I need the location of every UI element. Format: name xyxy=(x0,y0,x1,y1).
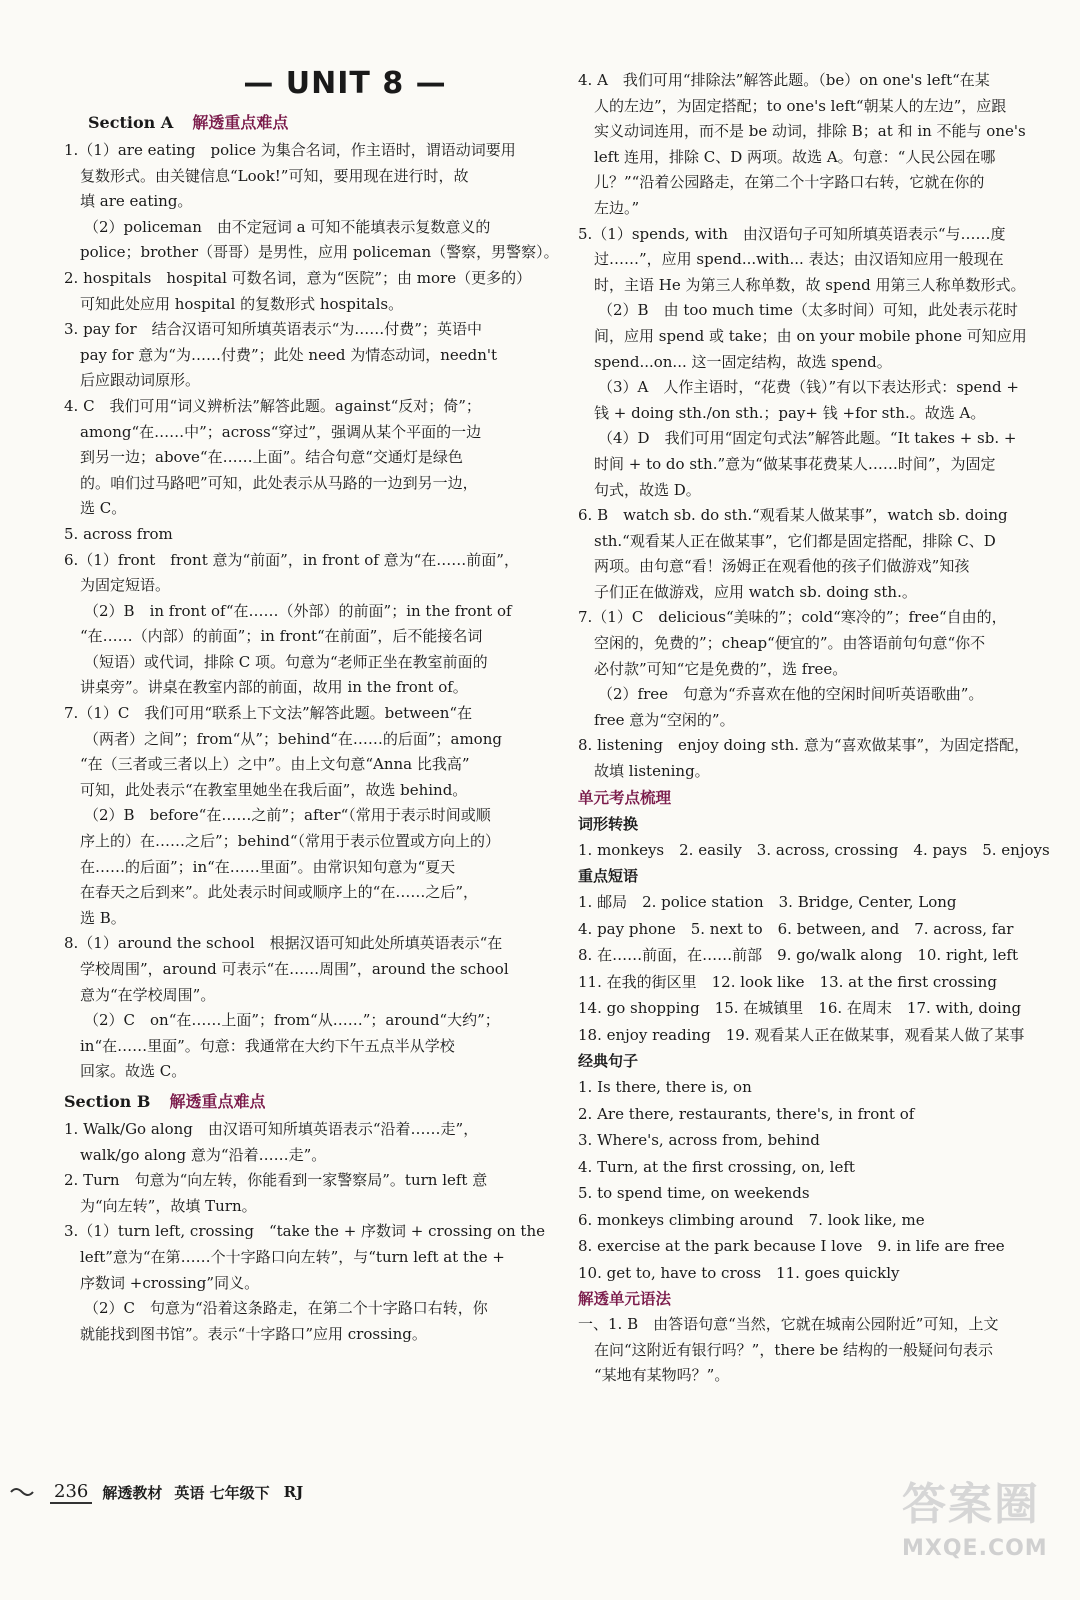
answer-line: 1.（1）are eating police 为集合名词，作主语时，谓语动词要用 xyxy=(64,141,516,159)
answer-line: 后应跟动词原形。 xyxy=(80,371,201,390)
grammar-answers xyxy=(578,1312,1066,1389)
answer-line: （3）A 人作主语时，“花费（钱）”有以下表达形式：spend + xyxy=(598,378,1019,397)
unit-review-heading: 单元考点梳理 xyxy=(578,787,672,807)
answer-line: （4）D 我们可用“固定句式法”解答此题。“It takes + sb. + xyxy=(598,429,1017,448)
answer-line: 选 C。 xyxy=(80,499,127,518)
section-a-label: Section A xyxy=(88,113,174,132)
answer-line: （2）B 由 too much time（太多时间）可知，此处表示花时 xyxy=(598,301,1018,320)
answer-line: 6.（1）front front 意为“前面”，in front of 意为“在……前面”， xyxy=(64,550,519,569)
watermark xyxy=(902,1468,1062,1588)
answer-line: 讲桌旁”。讲桌在教室内部的前面，故用 in the front of。 xyxy=(80,678,468,697)
section-b-tag: 解透重点难点 xyxy=(169,1091,266,1111)
answer-line: （短语）或代词，排除 C 项。句意为“老师正坐在教室前面的 xyxy=(84,652,488,671)
watermark-logo: 答案圈 xyxy=(902,1479,1040,1530)
answer-line: 两项。由句意“看！汤姆正在观看他的孩子们做游戏”知孩 xyxy=(594,557,970,576)
answer-line: 2. Are there, restaurants, there's, in front of xyxy=(578,1104,915,1123)
key-phrases-list xyxy=(578,889,1066,1048)
answer-line: 故填 listening。 xyxy=(594,762,710,781)
answer-line: 8.（1）around the school 根据汉语可知此处所填英语表示“在 xyxy=(64,934,503,953)
answer-line: 4. pay phone 5. next to 6. between, and 7. across, far xyxy=(578,919,1014,938)
answer-line: 2. hospitals hospital 可数名词，意为“医院”；由 more（更多的） xyxy=(64,268,532,287)
answer-line: 子们正在做游戏，应用 watch sb. doing sth.。 xyxy=(594,582,917,601)
answer-line: among“在……中”；across“穿过”，强调从某个平面的一边 xyxy=(80,422,482,441)
answer-line: 的。咱们过马路吧”可知，此处表示从马路的一边到另一边， xyxy=(80,473,478,492)
answer-line: “在……（内部）的前面”；in front“在前面”，后不能接名词 xyxy=(80,627,483,646)
answer-line: pay for 意为“为……付费”；此处 need 为情态动词，needn't xyxy=(80,345,498,364)
answer-line: 1. 邮局 2. police station 3. Bridge, Center, Long xyxy=(578,893,957,912)
answer-line: 为固定短语。 xyxy=(80,576,171,595)
answer-line: left 连用，排除 C、D 两项。故选 A。句意：“人民公园在哪 xyxy=(594,147,996,166)
answer-line: 5. to spend time, on weekends xyxy=(578,1184,810,1203)
answer-line: 句式，故选 D。 xyxy=(594,480,701,499)
answer-line: 14. go shopping 15. 在城镇里 16. 在周末 17. with, doing xyxy=(578,999,1022,1018)
grammar-heading: 解透单元语法 xyxy=(578,1289,672,1309)
section-a-heading xyxy=(88,110,564,136)
answer-line: 选 B。 xyxy=(80,908,126,927)
answer-line: “在（三者或三者以上）之中”。由上文句意“Anna 比我高” xyxy=(80,755,470,774)
answer-line: in“在……里面”。句意：我通常在大约下午五点半从学校 xyxy=(80,1036,455,1055)
answer-line: 8. 在……前面，在……前部 9. go/walk along 10. right, left xyxy=(578,946,1018,965)
answer-line: 为“向左转”，故填 Turn。 xyxy=(80,1196,257,1215)
answer-line: 1. Walk/Go along 由汉语可知所填英语表示“沿着……走”， xyxy=(64,1119,479,1138)
answer-line: 3.（1）turn left, crossing “take the + 序数词 + crossing on the xyxy=(64,1222,545,1241)
answer-line: 就能找到图书馆”。表示“十字路口”应用 crossing。 xyxy=(80,1324,427,1343)
answer-line: 在春天之后到来”。此处表示时间或顺序上的“在……之后”， xyxy=(80,883,479,902)
book-name: 解透教材 xyxy=(102,1483,163,1502)
answer-line: 18. enjoy reading 19. 观看某人正在做某事，观看某人做了某事 xyxy=(578,1025,1025,1044)
answer-line: （2）B before“在……之前”；after“（常用于表示时间或顺 xyxy=(84,806,491,825)
answer-line: 6. monkeys climbing around 7. look like, me xyxy=(578,1210,925,1229)
answer-line: 一、1. B 由答语句意“当然，它就在城南公园附近”可知，上文 xyxy=(578,1315,999,1334)
section-b-label: Section B xyxy=(64,1091,151,1111)
section-b-heading xyxy=(64,1089,564,1115)
answer-line: 在问“这附近有银行吗？”，there be 结构的一般疑问句表示 xyxy=(594,1340,993,1359)
answer-line: 儿？”“沿着公园路走，在第二个十字路口右转，它就在你的 xyxy=(594,173,985,192)
edition-label: RJ xyxy=(283,1483,304,1501)
answer-line: 7.（1）C delicious“美味的”；cold“寒冷的”；free“自由的， xyxy=(578,608,1007,627)
answer-line: 5.（1）spends, with 由汉语句子可知所填英语表示“与……度 xyxy=(578,224,1006,243)
answer-line: （2）C on“在……上面”；from“从……”；around“大约”； xyxy=(84,1011,500,1030)
answer-line: 在……的后面”；in“在……里面”。由常识知句意为“夏天 xyxy=(80,857,456,876)
answer-line: 序上的）在……之后”；behind“（常用于表示位置或方向上的） xyxy=(80,832,501,851)
answer-line: 8. listening enjoy doing sth. 意为“喜欢做某事”，为固定搭配， xyxy=(578,736,1030,755)
answer-line: （2）C 句意为“沿着这条路走，在第二个十字路口右转，你 xyxy=(84,1299,488,1318)
key-phrases-heading: 重点短语 xyxy=(578,867,639,886)
answer-line: 8. exercise at the park because I love 9. in life are free xyxy=(578,1237,1005,1256)
section-b-answers xyxy=(64,1117,564,1347)
watermark-url: MXQE.COM xyxy=(902,1536,1048,1561)
answer-line: 2. Turn 句意为“向左转，你能看到一家警察局”。turn left 意 xyxy=(64,1171,488,1190)
answer-line: 时，主语 He 为第三人称单数，故 spend 用第三人称单数形式。 xyxy=(594,275,1026,294)
answer-line: 4. Turn, at the first crossing, on, left xyxy=(578,1157,855,1176)
answer-line: 填 are eating。 xyxy=(80,192,193,211)
answer-line: 实义动词连用，而不是 be 动词，排除 B；at 和 in 不能与 one's xyxy=(594,122,1026,141)
answer-line: left”意为“在第……个十字路口向左转”，与“turn left at the + xyxy=(80,1247,505,1266)
page-number: 236 xyxy=(50,1481,92,1504)
unit-title: — UNIT 8 — xyxy=(243,66,447,101)
answer-line: 钱 + doing sth./on sth.；pay+ 钱 +for sth.。故选 A。 xyxy=(594,403,986,422)
answer-line: spend...on... 这一固定结构，故选 spend。 xyxy=(594,352,892,371)
answer-line: 3. pay for 结合汉语可知所填英语表示“为……付费”；英语中 xyxy=(64,320,482,339)
section-b-answers-continued xyxy=(578,68,1066,785)
answer-line: 空闲的，免费的”；cheap“便宜的”。由答语前句句意“你不 xyxy=(594,634,986,653)
answer-line: 6. B watch sb. do sth.“观看某人做某事”，watch sb. doing xyxy=(578,506,1008,525)
answer-line: 10. get to, have to cross 11. goes quickly xyxy=(578,1263,900,1282)
left-column xyxy=(64,108,564,1347)
section-a-answers xyxy=(64,138,564,1085)
answer-line: 4. A 我们可用“排除法”解答此题。（be）on one's left“在某 xyxy=(578,71,990,89)
answer-line: 意为“在学校周围”。 xyxy=(80,985,216,1004)
answer-line: 间，应用 spend 或 take；由 on your mobile phone 可知应用 xyxy=(594,326,1027,345)
answer-line: 过……”，应用 spend...with... 表达；由汉语知应用一般现在 xyxy=(594,250,1004,269)
word-forms-row: 1. monkeys 2. easily 3. across, crossing 4. pays 5. enjoys xyxy=(578,840,1050,859)
word-forms-heading: 词形转换 xyxy=(578,814,639,833)
answer-line: 到另一边；above“在……上面”。结合句意“交通灯是绿色 xyxy=(80,448,463,467)
classic-sentences-list xyxy=(578,1074,1066,1286)
answer-line: sth.“观看某人正在做某事”，它们都是固定搭配，排除 C、D xyxy=(594,531,996,550)
answer-line: 5. across from xyxy=(64,524,173,543)
wave-icon xyxy=(10,1485,34,1499)
answer-line: （2）free 句意为“乔喜欢在他的空闲时间听英语歌曲”。 xyxy=(598,685,984,704)
answer-line: （两者）之间”；from“从”；behind“在……的后面”；among xyxy=(84,729,502,748)
answer-line: 人的左边”，为固定搭配；to one's left“朝某人的左边”，应跟 xyxy=(594,96,1007,115)
answer-line: 左边。” xyxy=(594,198,640,217)
answer-line: 可知此处应用 hospital 的复数形式 hospitals。 xyxy=(80,294,404,313)
right-column xyxy=(578,68,1066,1389)
answer-line: walk/go along 意为“沿着……走”。 xyxy=(80,1145,327,1164)
classic-sentences-heading: 经典句子 xyxy=(578,1052,639,1071)
answer-line: （2）B in front of“在……（外部）的前面”；in the front of xyxy=(84,601,512,620)
answer-line: 7.（1）C 我们可用“联系上下文法”解答此题。between“在 xyxy=(64,704,473,723)
answer-line: 可知，此处表示“在教室里她坐在我后面”，故选 behind。 xyxy=(80,780,468,799)
answer-line: 11. 在我的街区里 12. look like 13. at the first crossing xyxy=(578,972,997,991)
answer-line: police；brother（哥哥）是男性，应用 policeman（警察，男警察）。 xyxy=(80,243,559,262)
answer-line: 3. Where's, across from, behind xyxy=(578,1131,820,1150)
answer-line: 时间 + to do sth.”意为“做某事花费某人……时间”，为固定 xyxy=(594,454,996,473)
section-a-tag: 解透重点难点 xyxy=(192,113,289,132)
answer-line: 学校周围”，around 可表示“在……周围”，around the school xyxy=(80,960,509,978)
page-footer xyxy=(10,1474,370,1510)
subject-grade: 英语 七年级下 xyxy=(174,1483,270,1502)
answer-line: 回家。故选 C。 xyxy=(80,1062,187,1081)
answer-line: 1. Is there, there is, on xyxy=(578,1078,752,1097)
answer-line: （2）policeman 由不定冠词 a 可知不能填表示复数意义的 xyxy=(84,217,491,236)
answer-line: “某地有某物吗？”。 xyxy=(594,1366,730,1385)
answer-line: 序数词 +crossing”同义。 xyxy=(80,1273,260,1292)
answer-line: 必付款”可知“它是免费的”，选 free。 xyxy=(594,659,848,678)
answer-line: 4. C 我们可用“词义辨析法”解答此题。against“反对；倚”； xyxy=(64,396,481,415)
answer-line: 复数形式。由关键信息“Look!”可知，要用现在进行时，故 xyxy=(80,166,469,185)
answer-line: free 意为“空闲的”。 xyxy=(594,710,735,729)
